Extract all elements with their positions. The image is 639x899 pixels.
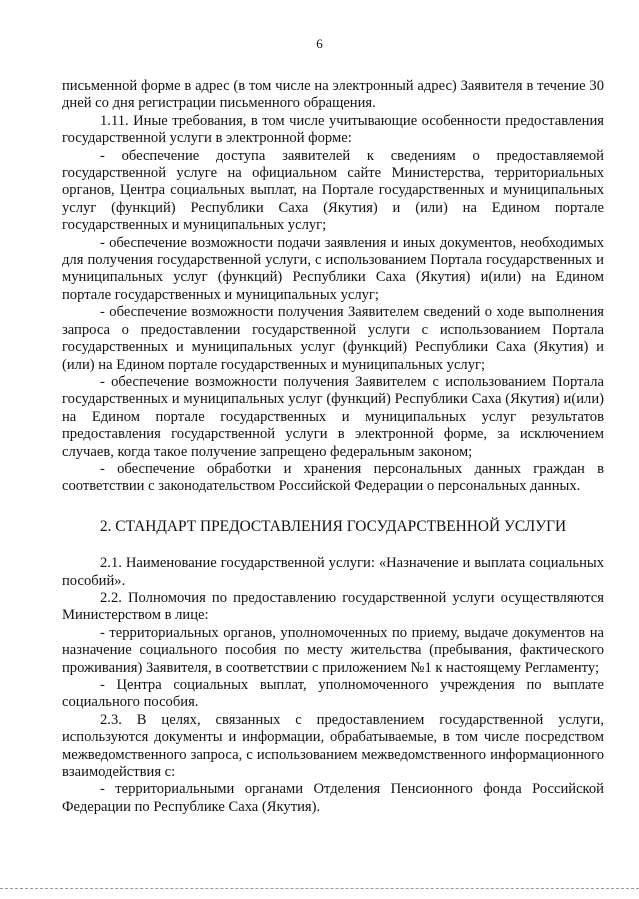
list-item: - обеспечение обработки и хранения персональных данных граждан в соответствии с законодательством Российской Федерации о персональных данных. bbox=[62, 460, 604, 495]
list-item: - Центра социальных выплат, уполномоченного учреждения по выплате социального пособия. bbox=[62, 677, 604, 711]
list-item: - территориальными органами Отделения Пенсионного фонда Российской Федерации по Республике Саха (Якутия). bbox=[62, 781, 604, 815]
list-item: - обеспечение доступа заявителей к сведениям о предоставляемой государственной услуге на официальном сайте Министерства, территориальных органов, Центра социальных выплат, на Портале государственных и муниципальных услуг (функций) Республики Саха (Якутия) и (или) на Едином портале государственных и муниципальных услуг; bbox=[62, 147, 604, 234]
page-bottom-rule bbox=[0, 888, 639, 889]
document-body bbox=[62, 78, 604, 816]
section-heading: 2. СТАНДАРТ ПРЕДОСТАВЛЕНИЯ ГОСУДАРСТВЕННОЙ УСЛУГИ bbox=[99, 517, 567, 535]
paragraph: 2.1. Наименование государственной услуги: «Назначение и выплата социальных пособий». bbox=[62, 555, 604, 589]
paragraph: 1.11. Иные требования, в том числе учитывающие особенности предоставления государственной услуги в электронной форме: bbox=[62, 112, 604, 147]
paragraph: письменной форме в адрес (в том числе на электронный адрес) Заявителя в течение 30 дней со дня регистрации письменного обращения. bbox=[62, 78, 604, 112]
paragraph: 2.3. В целях, связанных с предоставлением государственной услуги, используются документы и информации, обрабатываемые, в том числе посредством межведомственного запроса, с использованием межведомственного информационного взаимодействия с: bbox=[62, 711, 604, 781]
paragraph: 2.2. Полномочия по предоставлению государственной услуги осуществляются Министерством в лице: bbox=[62, 589, 604, 624]
list-item: - обеспечение возможности получения Заявителем с использованием Портала государственных и муниципальных услуг (функций) Республики Саха (Якутия) и(или) на Едином портале государственных и муниципальных услуг результатов предоставления государственной услуги в электронной форме, за исключением случаев, когда такое получение запрещено федеральным законом; bbox=[62, 373, 604, 460]
page-number: 6 bbox=[316, 36, 323, 51]
list-item: - обеспечение возможности подачи заявления и иных документов, необходимых для получения государственной услуги, с использованием Портала государственных и муниципальных услуг (функций) Республики Саха (Якутия) и(или) на Едином портале государственных и муниципальных услуг; bbox=[62, 234, 604, 303]
list-item: - территориальных органов, уполномоченных по приему, выдаче документов на назначение социального пособия по месту жительства (пребывания, фактического проживания) Заявителя, в соответствии с приложением №1 к настоящему Регламенту; bbox=[62, 624, 604, 676]
list-item: - обеспечение возможности получения Заявителем сведений о ходе выполнения запроса о предоставлении государственной услуги с использованием Портала государственных и муниципальных услуг (функций) Республики Саха (Якутия) и (или) на Едином портале государственных и муниципальных услуг; bbox=[62, 304, 604, 373]
